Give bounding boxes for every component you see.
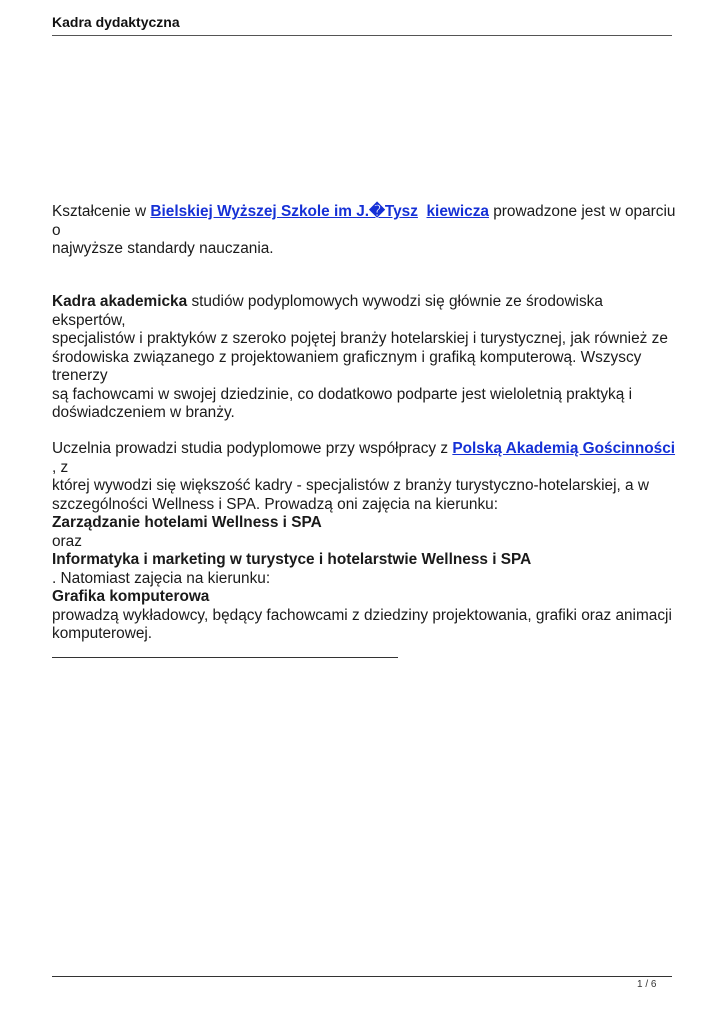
coop-oraz: oraz [52, 532, 82, 550]
footnote-divider [52, 657, 398, 658]
staff-line-4: są fachowcami w swojej dziedzinie, co dodatkowo podparte jest wieloletnią praktyką i [52, 385, 633, 403]
staff-line-1-text: studiów podyplomowych wywodzi się głównie ze środowiska ekspertów, [52, 293, 603, 329]
coop-line-9: prowadzą wykładowcy, będący fachowcami z dziedziny projektowania, grafiki oraz animacji [52, 606, 672, 624]
intro-text-start: Kształcenie w [52, 203, 151, 220]
school-link-part-2[interactable]: kiewicza [426, 203, 489, 220]
page-number: 1 / 6 [637, 979, 657, 990]
header-divider [52, 35, 672, 36]
page-header-title: Kadra dydaktyczna [52, 14, 180, 30]
academy-link[interactable]: Polską Akademią Gościnności [452, 440, 676, 457]
staff-line-1 [52, 293, 677, 330]
coop-line-3: szczególności Wellness i SPA. Prowadzą oni zajęcia na kierunku: [52, 495, 498, 513]
footer-divider [52, 976, 672, 977]
intro-paragraph [52, 203, 677, 259]
intro-line-2: najwyższe standardy nauczania. [52, 240, 274, 257]
course-graphics: Grafika komputerowa [52, 588, 210, 605]
course-hotel-management: Zarządzanie hotelami Wellness i SPA [52, 514, 322, 531]
staff-line-5: doświadczeniem w branży. [52, 404, 235, 421]
coop-text-end: , z [52, 458, 69, 476]
coop-line-2: której wywodzi się większość kadry - specjalistów z branży turystyczno-hotelarskiej, a w [52, 477, 650, 494]
intro-text-end: prowadzone jest w oparciu o [52, 203, 676, 239]
staff-line-3: środowiska związanego z projektowaniem graficznym i grafiką komputerową. Wszyscy trenerzy [52, 348, 642, 384]
coop-text-start: Uczelnia prowadzi studia podyplomowe przy współpracy z [52, 440, 453, 457]
coop-natomiast: . Natomiast zajęcia na kierunku: [52, 569, 271, 587]
cooperation-paragraph [52, 440, 677, 644]
coop-line-1 [52, 440, 677, 477]
staff-bold-term: Kadra akademicka [52, 293, 188, 310]
staff-line-2: specjalistów i praktyków z szeroko pojętej branży hotelarskiej i turystycznej, jak również ze [52, 330, 668, 347]
coop-line-10: komputerowej. [52, 625, 153, 642]
intro-line-1 [52, 203, 677, 240]
school-link-part-1[interactable]: Bielskiej Wyższej Szkole im J.�Tysz [150, 203, 418, 220]
academic-staff-paragraph [52, 293, 677, 423]
course-it-marketing: Informatyka i marketing w turystyce i hotelarstwie Wellness i SPA [52, 551, 532, 568]
